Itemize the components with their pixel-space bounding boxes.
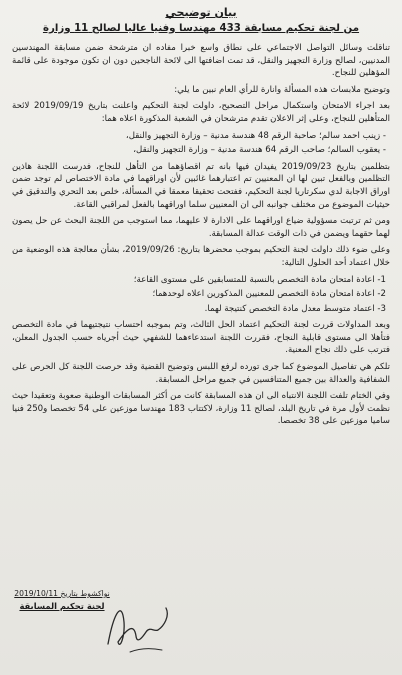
- signature-date: نواكشوط بتاريخ 2019/10/11: [14, 589, 110, 598]
- document-body: [12, 42, 390, 428]
- signature-block: [14, 587, 110, 613]
- options-list: [12, 274, 390, 316]
- paragraph-exam-results: بعد اجراء الامتحان واستكمال مراحل التصحيح، داولت لجنة التحكيم واعلنت بتاريخ 2019/09/19 لائحة المتأهلين للنجاح، وعلى إثر الاعلان تقدم مترشحان في الشعبة المذكورة اعلاه هما:: [12, 101, 390, 124]
- paragraph-decision: وبعد المداولات قررت لجنة التحكيم اعتماد الحل الثالث، وتم بموجبه احتساب نتيجتيهما في مادة التخصص فتأهلا الى مستوى قابلية النجاح، فقررت اللجنة استدعاءهما للشفهي حيث أجرياه حسب الجدول المعلن، فترتب على ذلك نجاح المعنية.: [12, 320, 390, 356]
- candidate-item: - يعقوب السالم؛ صاحب الرقم 64 هندسة مدنية – وزارة التجهيز والنقل،: [133, 145, 386, 156]
- paragraph-responsibility: ومن ثم ترتبت مسؤولية ضياع اوراقهما على الادارة لا عليهما، مما استوجب من اللجنة البحث عن حل يصون لهما حقهما ويضمن في ذات الوقت عدالة المسابقة.: [12, 216, 390, 239]
- signature-committee: لجنة تحكيم المسابقة: [19, 601, 105, 611]
- paragraph-appeals: بتظلمين بتاريخ 2019/09/23 يفيدان فيها بانه تم اقصاؤهما من التأهل للنجاح، فدرست اللجنة هاذين التظلمين وبالفعل تبين لها ان المعنيين تم اعتبارهما غائبين لأن اوراقهما في مادة الاختصاص لم توجد ضمن اوراق الاجابة لدي سكرتاريا لجنة التحكيم، ففتحت تحقيقا معمقا في المسألة، خلص بعد التحري والتدقيق في حيثيات الموضوع من مختلف جوانبه الى ان المعنيين سلما اوراقهما بالفعل لمراقبي القاعة.: [12, 161, 390, 210]
- paragraph-deliberation: وعلى ضوء ذلك داولت لجنة التحكيم بموجب محضرها بتاريخ: 2019/09/26، بشأن معالجة هذه الوضعية من خلال اعتماد أحد الحلول التالية:: [12, 245, 390, 268]
- candidate-list: [12, 130, 390, 157]
- paragraph-intro: تناقلت وسائل التواصل الاجتماعي على نطاق واسع خبرا مفاده ان مترشحة ضمن مسابقة المهندسين المدنيين، لصالح وزارة التجهيز والنقل، قد تمت اضافتها الى لائحة الناجحين دون ان تكون موجودة على قائمة المؤهلين للنجاح.: [12, 43, 390, 79]
- option-item: 2- اعادة امتحان مادة التخصص للمعنيين المذكورين اعلاه لوحدهما؛: [152, 289, 386, 300]
- candidate-item: - زينب احمد سالم؛ صاحبة الرقم 48 هندسة مدنية – وزارة التجهيز والنقل،: [125, 130, 386, 141]
- document-title: بيان توضيحي: [165, 6, 237, 19]
- document-subtitle: من لجنة تحكيم مسابقة 433 مهندسا وفنيا عاليا لصالح 11 وزارة: [42, 23, 360, 34]
- option-item: 3- اعتماد متوسط معدل مادة التخصص كنتيجة لهما.: [204, 303, 386, 314]
- paragraph-clarification: وتوضيح ملابسات هذه المسألة وانارة للرأي العام نبين ما يلي:: [174, 84, 390, 95]
- handwritten-signature: [100, 592, 180, 662]
- option-item: 1- اعادة امتحان مادة التخصص بالنسبة للمتسابقين على مستوى القاعة؛: [133, 274, 386, 285]
- paragraph-transparency: تلكم هي تفاصيل الموضوع كما جرى تورده لرفع اللبس وتوضيح القضية وقد حرصت اللجنة كل الحرص على الشفافية والعدالة بين جميع المتنافسين في جميع مراحل المسابقة.: [12, 362, 390, 385]
- paragraph-conclusion: وفي الختام تلفت اللجنة الانتباه الى ان هذه المسابقة كانت من أكثر المسابقات الوطنية صعوبة وتعقيدا حيث نظمت لأول مرة في تاريخ البلد، لصالح 11 وزارة، لاكتتاب 183 مهندسا موزعين على 54 تخصصا و250 فنيا ساميا موزعين على 38 تخصصا.: [12, 391, 391, 427]
